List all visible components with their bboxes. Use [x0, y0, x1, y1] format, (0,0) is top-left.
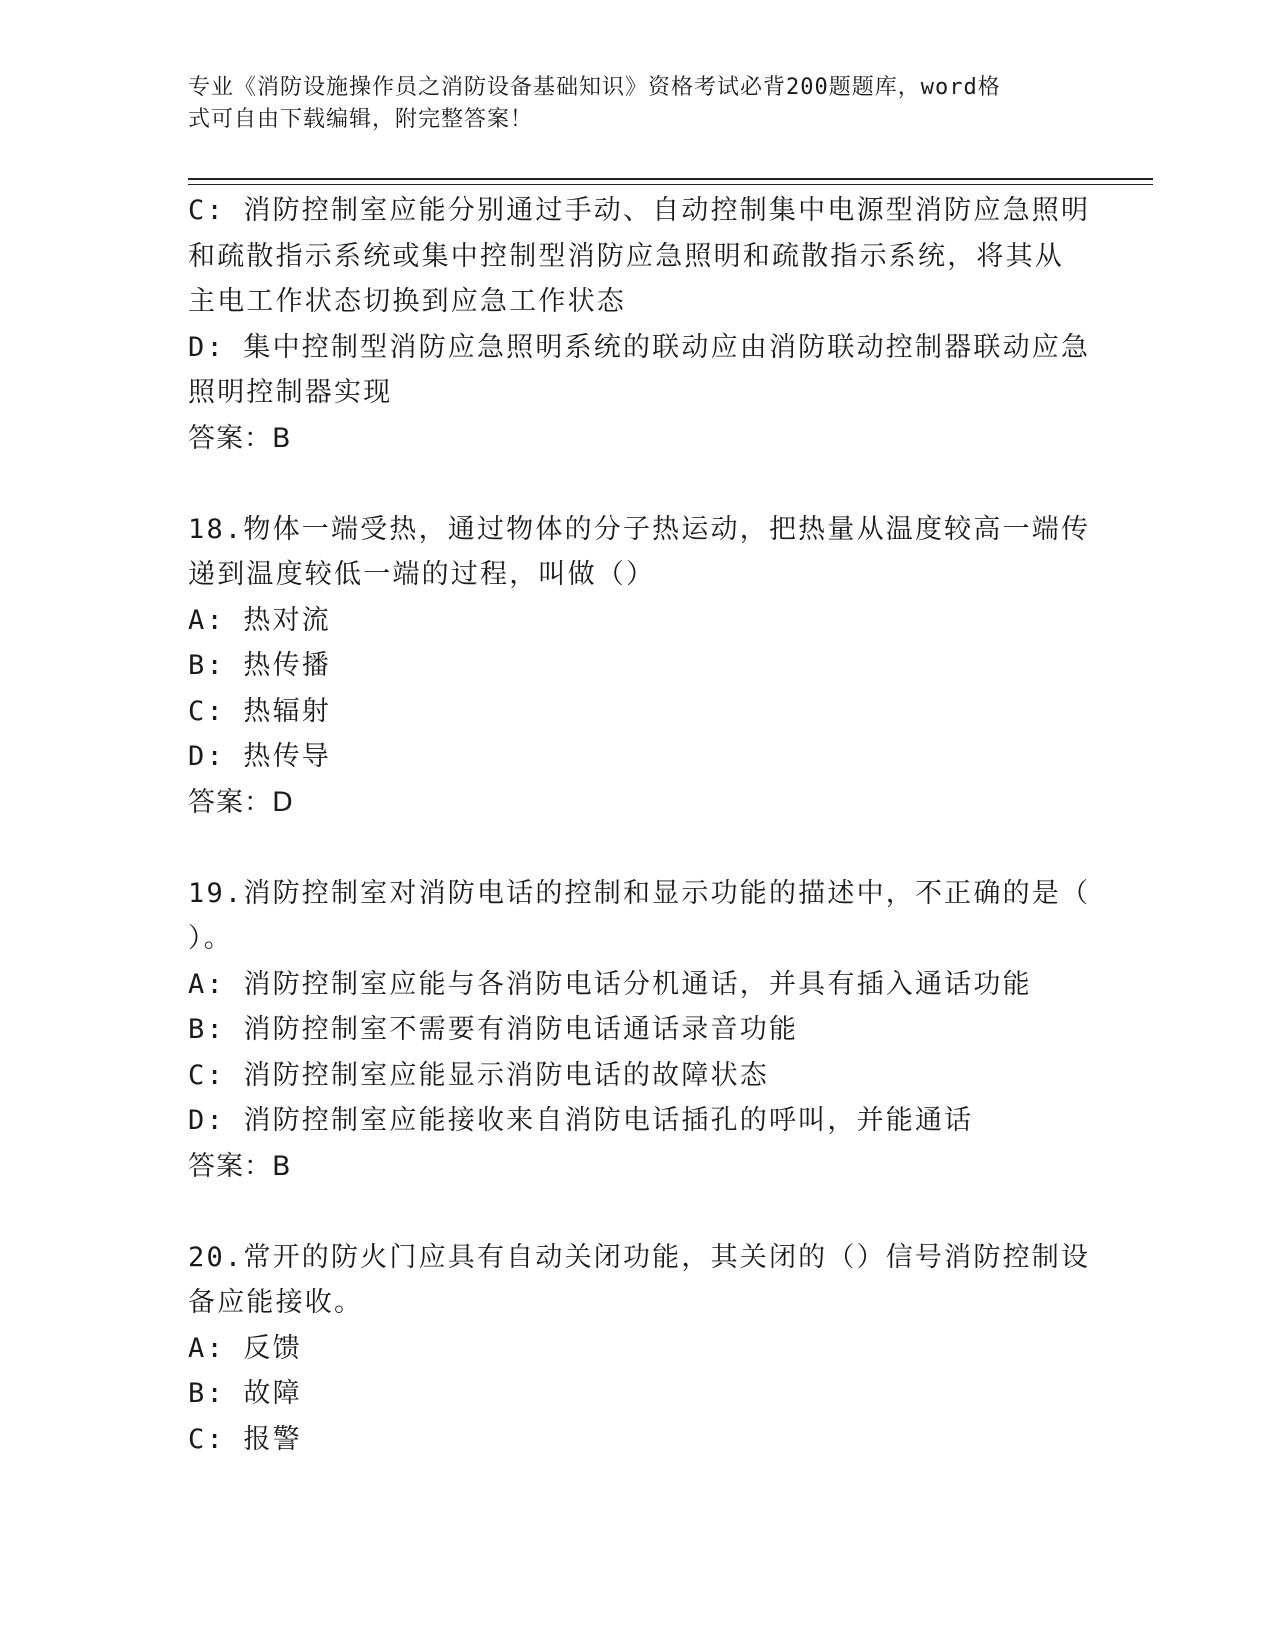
header-line-2: 式可自由下载编辑，附完整答案！	[188, 107, 534, 132]
question-stem: 19.消防控制室对消防电话的控制和显示功能的描述中，不正确的是（	[188, 877, 1091, 909]
option-b: B: 消防控制室不需要有消防电话通话录音功能	[188, 1014, 799, 1045]
document-body	[188, 188, 1091, 1462]
spacer	[188, 461, 1088, 507]
option-a: A: 热对流	[188, 604, 331, 636]
option-d-line: D: 集中控制型消防应急照明系统的联动应由消防联动控制器联动应急	[188, 331, 1091, 363]
question-stem: 递到温度较低一端的过程，叫做（）	[188, 559, 656, 590]
question-19	[188, 871, 1091, 1190]
question-18	[188, 507, 1091, 826]
option-a: A: 消防控制室应能与各消防电话分机通话，并具有插入通话功能	[188, 968, 1032, 1000]
option-d-line: 照明控制器实现	[188, 377, 393, 408]
question-17-continued	[188, 188, 1091, 461]
spacer	[188, 825, 1088, 871]
question-stem: 备应能接收。	[188, 1287, 364, 1318]
option-c: C: 消防控制室应能显示消防电话的故障状态	[188, 1059, 769, 1091]
question-stem: ）。	[188, 923, 233, 954]
question-stem: 18.物体一端受热，通过物体的分子热运动，把热量从温度较高一端传	[188, 513, 1091, 545]
option-b: B: 热传播	[188, 650, 331, 681]
answer-line: 答案：B	[188, 1150, 292, 1182]
answer-line: 答案：B	[188, 422, 292, 454]
header-divider-thin	[188, 184, 1153, 185]
option-a: A: 反馈	[188, 1332, 302, 1364]
spacer	[188, 1189, 1088, 1235]
option-c: C: 热辐射	[188, 695, 331, 727]
header-line-1: 专业《消防设施操作员之消防设备基础知识》资格考试必背200题题库，word格	[188, 75, 1001, 100]
option-d: D: 消防控制室应能接收来自消防电话插孔的呼叫，并能通话	[188, 1105, 974, 1136]
option-c-line: 和疏散指示系统或集中控制型消防应急照明和疏散指示系统，将其从	[188, 240, 1064, 272]
option-c-line: C: 消防控制室应能分别通过手动、自动控制集中电源型消防应急照明	[188, 195, 1091, 226]
option-c-line: 主电工作状态切换到应急工作状态	[188, 286, 626, 317]
option-b: B: 故障	[188, 1378, 302, 1409]
answer-line: 答案：D	[188, 786, 294, 818]
question-20	[188, 1235, 1091, 1463]
document-header	[188, 72, 1088, 136]
question-stem: 20.常开的防火门应具有自动关闭功能，其关闭的（）信号消防控制设	[188, 1241, 1091, 1273]
option-d: D: 热传导	[188, 741, 331, 772]
header-divider-thick	[188, 178, 1153, 180]
option-c: C: 报警	[188, 1423, 302, 1455]
